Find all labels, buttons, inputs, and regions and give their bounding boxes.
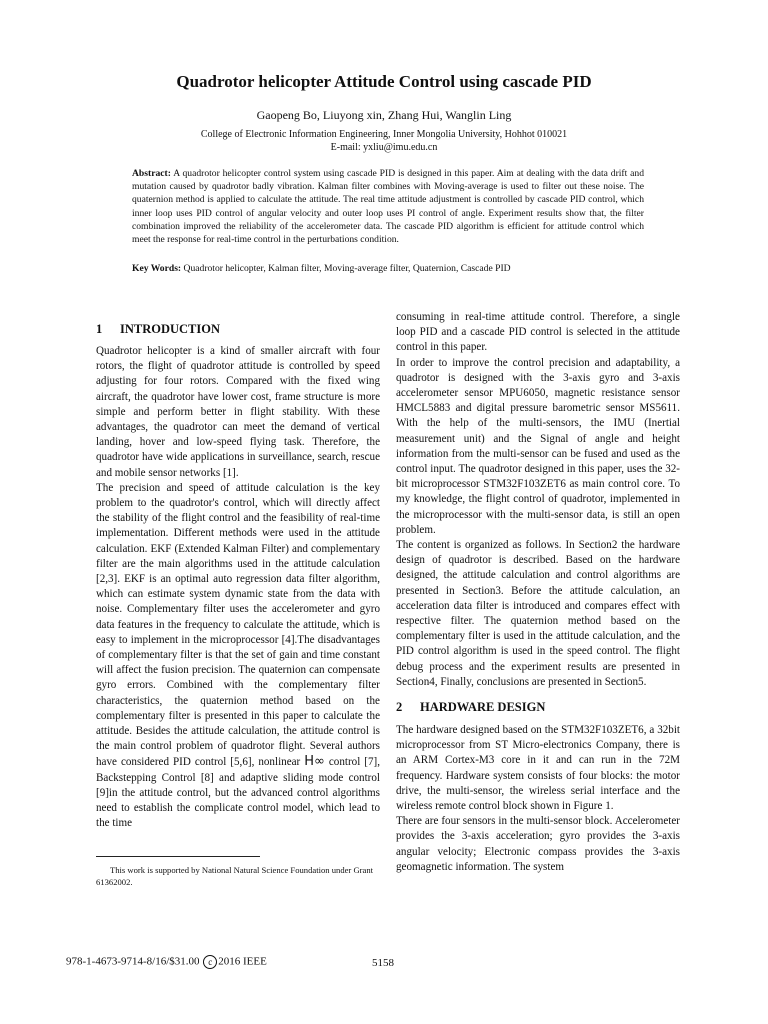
intro-paragraph-2 <box>96 481 380 832</box>
right-column-intro <box>396 310 680 690</box>
section-title: INTRODUCTION <box>120 322 221 336</box>
section-heading-introduction <box>96 322 220 337</box>
copyright-icon: c <box>203 955 217 969</box>
footnote-rule <box>96 856 260 857</box>
affiliation: College of Electronic Information Engineering, Inner Mongolia University, Hohhot 010021 <box>200 129 568 140</box>
section-number: 1 <box>96 322 103 336</box>
footnote-text: This work is supported by National Natural Science Foundation under Grant 61362002. <box>96 865 374 887</box>
keywords-text: Quadrotor helicopter, Kalman filter, Moving-average filter, Quaternion, Cascade PID <box>181 263 511 274</box>
intro-paragraph-3: consuming in real-time attitude control. Therefore, a single loop PID and a cascade PID control is selected in the attitude control in this paper. <box>396 311 680 354</box>
abstract-text: A quadrotor helicopter control system using cascade PID is designed in this paper. Aim at dealing with the data drift and mutation caused by quadrotor badly vibration. Kalman filter combines with Moving-average is used to filter out these noise. The quaternion method is applied to calculate the attitude. The real time attitude adjustment is controlled by cascade PID control, which inner loop uses PID control of angular velocity and outer loop uses PI control of angle. Experiment results show that, the filter combination improved the reliability of the accelerometer data. The cascade PID algorithm is efficient for attitude control which meet the response for real-time control in the perturbations condition. <box>132 168 644 246</box>
section-number: 2 <box>396 700 403 714</box>
author-list: Gaopeng Bo, Liuyong xin, Zhang Hui, Wanglin Ling <box>256 108 512 122</box>
keywords <box>132 263 644 274</box>
affiliation-block <box>0 128 768 154</box>
footnote <box>96 864 386 888</box>
right-column-hardware <box>396 723 680 875</box>
abstract <box>132 167 644 246</box>
isbn-line <box>66 955 267 969</box>
hardware-paragraph-1: The hardware designed based on the STM32F103ZET6, a 32bit microprocessor from ST Micro-electronics Company, there is an ARM Cortex-M3 core in it and can run in the 72M frequency. Hardware system consists of four blocks: the motor drive, the multi-sensor, the wireless serial interface and the wireless remote control block shown in Figure 1. <box>396 724 680 813</box>
section-title: HARDWARE DESIGN <box>420 700 546 714</box>
intro-paragraph-2-text-b: control [7], Backstepping Control [8] and adaptive sliding mode control [9]in the attitude control, but the advanced control algorithms need to establish the complicate control model, which lead to the time <box>96 756 380 830</box>
abstract-label: Abstract: <box>132 168 171 179</box>
author-email: E-mail: yxliu@imu.edu.cn <box>330 142 438 153</box>
left-column <box>96 344 380 832</box>
section-heading-hardware-design <box>396 700 545 715</box>
isbn-text: 978-1-4673-9714-8/16/$31.00 <box>66 955 200 968</box>
page-number: 5158 <box>372 957 394 969</box>
h-infinity-symbol: H∞ <box>304 754 325 770</box>
keywords-label: Key Words: <box>132 263 182 274</box>
copyright-text: 2016 IEEE <box>218 955 267 968</box>
hardware-paragraph-2: There are four sensors in the multi-sensor block. Accelerometer provides the 3-axis acceleration; gyro provides the 3-axis angular velocity; Electronic compass provides the 3-axis geomagnetic information. The system <box>396 815 680 873</box>
intro-paragraph-2-text-a: The precision and speed of attitude calculation is the key problem to the quadrotor's control, which will directly affect the stability of the flight control and the feasibility of real-time implementation. Different methods were used in the attitude calculation. EKF (Extended Kalman Filter) and complementary filter are the main algorithms used in the attitude calculation [2,3]. EKF is an optimal auto regression data filter algorithm, which can estimate system dynamic state from the data with noise. Complementary filter uses the accelerometer and gyro data features in the frequency to calculate the attitude, which is easy to implement in the microprocessor [4].The disadvantages of complementary filter is that the set of gain and time constant will affect the fusion precision. The quaternion can compensate gyro errors. Combined with the complementary filter characteristics, the quaternion method based on the complementary filter is presented in this paper to calculate the attitude. Besides the attitude calculation, the attitude control is the main control problem of quadrotor flight. Several authors have considered PID control [5,6], nonlinear <box>96 481 380 769</box>
intro-paragraph-5: The content is organized as follows. In Section2 the hardware design of quadrotor is described. Based on the hardware designed, the attitude calculation and control algorithms are presented in Section3. Before the attitude calculation, an acceleration data filter is introduced and compares effect with respective filter. The quaternion method based on the complementary filter is used in the attitude calculation, and the PID control algorithm is used in the speed control. The flight debug process and the experiment results are presented in Section4, Finally, conclusions are presented in Section5. <box>396 539 680 688</box>
intro-paragraph-1: Quadrotor helicopter is a kind of smaller aircraft with four rotors, the flight of quadrotor attitude is controlled by speed adjusting for four rotors. Compared with the fixed wing aircraft, the quadrotor have lower cost, frame structure is more simple and perform better in flight stability. With these advantages, the quadrotor can meet the demand of vertical landing, hover and low-speed flying task. Therefore, the quadrotor have wide applications in surveillance, search, rescue and mobile sensor networks [1]. <box>96 345 380 479</box>
paper-title: Quadrotor helicopter Attitude Control using cascade PID <box>176 72 592 91</box>
intro-paragraph-4: In order to improve the control precision and adaptability, a quadrotor is designed with the 3-axis gyro and 3-axis accelerometer sensor MPU6050, magnetic resistance sensor HMCL5883 and digital pressure barometric sensor MS5611. With the help of the multi-sensors, the IMU (Inertial measurement unit) and the Signal of angle and height information from the multi-sensor can be fused and used as the control input. The quadrotor designed in this paper, uses the 32-bit microprocessor STM32F103ZET6 as main control core. To my knowledge, the flight control of quadrotor, implemented in the microprocessor with the multi-sensor data, is still an open problem. <box>396 356 680 536</box>
